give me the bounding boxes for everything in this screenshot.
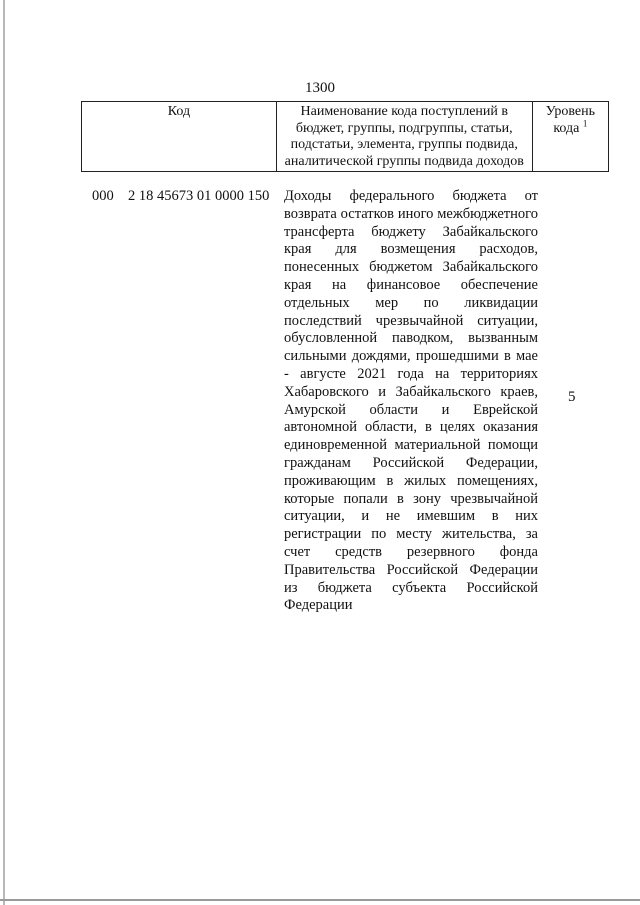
header-level bbox=[532, 102, 608, 172]
column-header-table bbox=[81, 101, 609, 172]
code-level: 5 bbox=[568, 389, 576, 405]
header-name: Наименование кода поступлений в бюджет, группы, подгруппы, статьи, подстатьи, элемента, группы подвида, аналитической группы подвида доходов bbox=[276, 102, 532, 172]
header-row bbox=[82, 102, 609, 172]
scan-edge-left bbox=[3, 0, 5, 905]
header-code: Код bbox=[82, 102, 277, 172]
income-name: Доходы федерального бюджета от возврата остатков иного межбюджетного трансферта бюджету Забайкальского края для возмещения расходов, понесенных бюджетом Забайкальского края на финансовое обеспечение отдельных мер по ликвидации последствий чрезвычайной ситуации, обусловленной паводком, вызванным сильными дождями, прошедшими в мае - августе 2021 года на территориях Хабаровского и Забайкальского краев, Амурской области и Еврейской автономной области, в целях оказания единовременной материальной помощи гражданам Российской Федерации, проживающим в жилых помещениях, которые попали в зону чрезвычайной ситуации, и не имевшим в них регистрации по месту жительства, за счет средств резервного фонда Правительства Российской Федерации из бюджета субъекта Российской Федерации bbox=[284, 188, 538, 614]
footnote-marker: 1 bbox=[582, 117, 588, 128]
admin-code: 000 bbox=[92, 188, 114, 204]
income-code: 2 18 45673 01 0000 150 bbox=[128, 188, 270, 204]
page-number: 1300 bbox=[305, 80, 335, 96]
header-level-line2: кода bbox=[553, 120, 580, 136]
header-level-line1: Уровень bbox=[545, 104, 596, 119]
scan-edge-bottom bbox=[0, 899, 640, 901]
